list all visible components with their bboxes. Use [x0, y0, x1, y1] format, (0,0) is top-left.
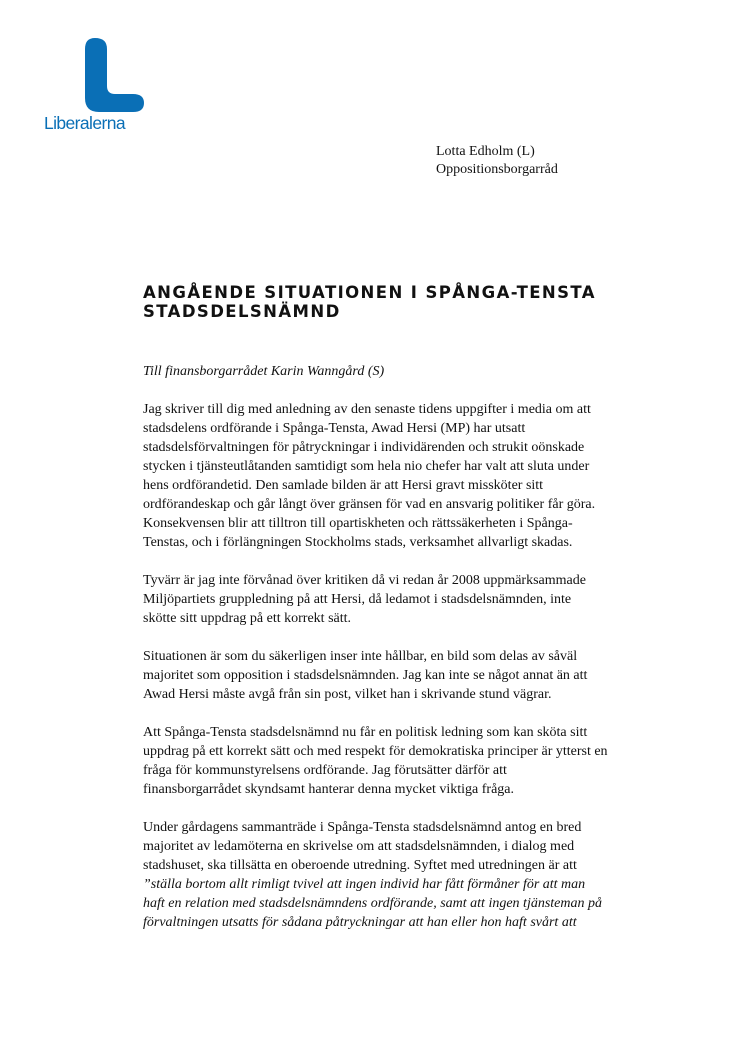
sender-name: Lotta Edholm (L) — [436, 144, 535, 159]
paragraph-line: Situationen är som du säkerligen inser inte hållbar, en bild som delas av såväl — [143, 649, 578, 664]
paragraph-line: fråga för kommunstyrelsens ordförande. Jag förutsätter därför att — [143, 763, 507, 778]
paragraph-line: stycken i tjänsteutlåtanden samtidigt som hela nio chefer har valt att sluta under — [143, 459, 590, 474]
paragraph-line: finansborgarrådet skyndsamt hanterar denna mycket viktiga fråga. — [143, 782, 514, 797]
paragraph-line: stadsdelens ordförande i Spånga-Tensta, Awad Hersi (MP) har utsatt — [143, 421, 526, 436]
paragraph-line: ordförandeskap och går långt över gränsen för vad en ansvarig politiker får göra. — [143, 497, 596, 512]
salutation: Till finansborgarrådet Karin Wanngård (S) — [143, 364, 385, 379]
paragraph-line: hens ordförandetid. Den samlade bilden är att Hersi gravt missköter sitt — [143, 478, 544, 493]
title-line-1: ANGÅENDE SITUATIONEN I SPÅNGA-TENSTA — [143, 283, 596, 302]
paragraph-line: Jag skriver till dig med anledning av den senaste tidens uppgifter i media om att — [143, 402, 591, 417]
paragraph-line: skötte sitt uppdrag på ett korrekt sätt. — [143, 611, 352, 626]
paragraph-5 — [143, 818, 663, 932]
quote-line: förvaltningen utsatts för sådana påtryckningar att han eller hon haft svårt att — [143, 915, 577, 930]
liberalerna-logo — [44, 38, 144, 132]
logo-wordmark: Liberalerna — [44, 113, 125, 133]
sender-block — [436, 143, 558, 179]
paragraph-line: Konsekvensen blir att tilltron till opartiskheten och rättssäkerheten i Spånga- — [143, 516, 573, 531]
paragraph-line: Tyvärr är jag inte förvånad över kritiken då vi redan år 2008 uppmärksammade — [143, 573, 586, 588]
paragraph-line: Att Spånga-Tensta stadsdelsnämnd nu får en politisk ledning som kan sköta sitt — [143, 725, 588, 740]
letter-body — [143, 362, 663, 932]
liberalerna-l-icon — [85, 38, 144, 112]
paragraph-line: stadshuset, ska tillsätta en oberoende utredning. Syftet med utredningen är att — [143, 858, 577, 873]
sender-role: Oppositionsborgarråd — [436, 162, 558, 177]
quote-line: ”ställa bortom allt rimligt tvivel att ingen individ har fått förmåner för att man — [143, 877, 586, 892]
quote-line: haft en relation med stadsdelsnämndens ordförande, samt att ingen tjänsteman på — [143, 896, 602, 911]
paragraph-2 — [143, 571, 663, 628]
paragraph-line: Tenstas, och i förlängningen Stockholms stads, verksamhet allvarligt skadas. — [143, 535, 573, 550]
paragraph-4 — [143, 723, 663, 799]
paragraph-1 — [143, 400, 663, 552]
paragraph-3 — [143, 647, 663, 704]
paragraph-line: uppdrag på ett korrekt sätt och med respekt för demokratiska principer är ytterst en — [143, 744, 608, 759]
paragraph-line: Miljöpartiets gruppledning på att Hersi, då ledamot i stadsdelsnämnden, inte — [143, 592, 572, 607]
paragraph-line: majoritet som opposition i stadsdelsnämnden. Jag kan inte se något annat än att — [143, 668, 588, 683]
paragraph-line: Awad Hersi måste avgå från sin post, vilket han i skrivande stund vägrar. — [143, 687, 552, 702]
title-line-2: STADSDELSNÄMND — [143, 302, 341, 321]
document-title — [143, 283, 683, 321]
paragraph-line: Under gårdagens sammanträde i Spånga-Tensta stadsdelsnämnd antog en bred — [143, 820, 582, 835]
paragraph-line: stadsdelsförvaltningen för påtryckningar i individärenden och strukit oönskade — [143, 440, 585, 455]
paragraph-line: majoritet av ledamöterna en skrivelse om att stadsdelsnämnden, i dialog med — [143, 839, 575, 854]
